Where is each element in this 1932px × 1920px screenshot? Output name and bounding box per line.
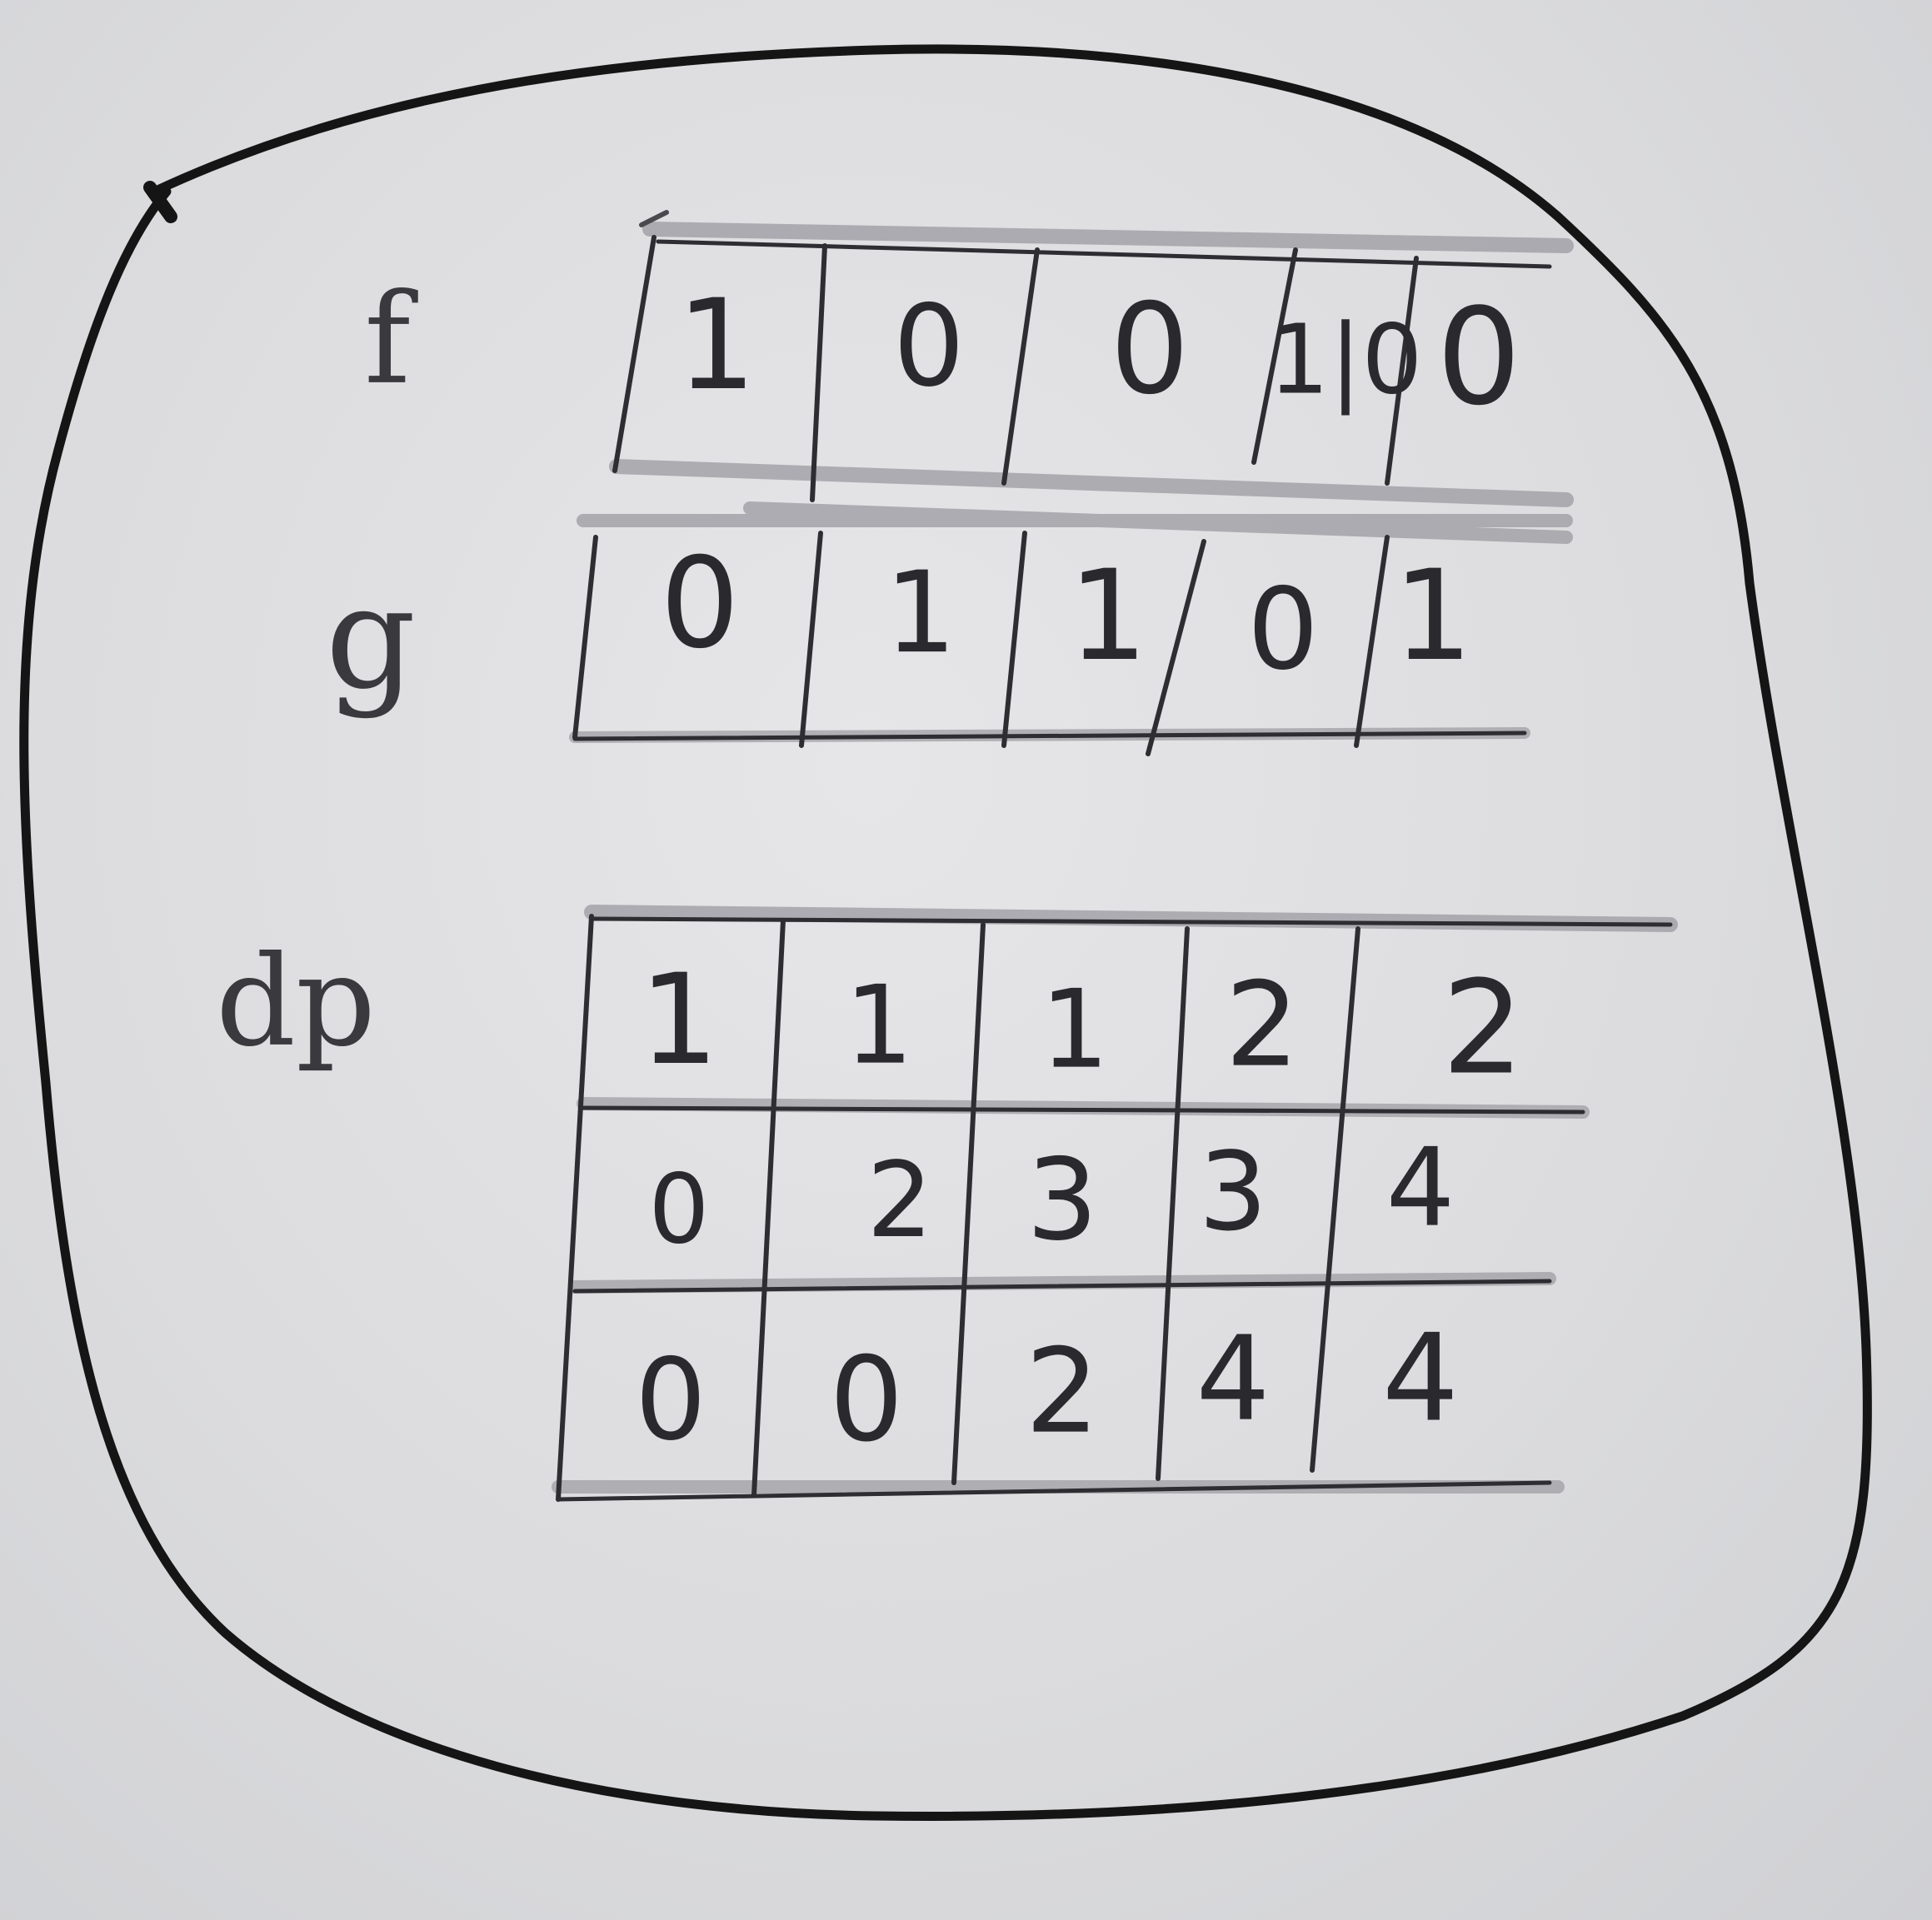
f-row-grid — [615, 212, 1566, 500]
g-cell-4: 1 — [1393, 544, 1473, 690]
dp-cell-2-0: 0 — [635, 1334, 706, 1466]
g-values — [660, 531, 1472, 695]
g-cell-2: 1 — [1068, 544, 1148, 690]
g-cell-0: 0 — [660, 531, 740, 677]
dp-cell-0-4: 2 — [1441, 952, 1525, 1104]
f-cell-4: 0 — [1436, 278, 1521, 435]
f-cell-3: 1|0 — [1268, 304, 1423, 416]
f-values — [676, 273, 1521, 435]
dp-cell-1-2: 3 — [1026, 1135, 1098, 1266]
label-dp: dp — [215, 929, 377, 1075]
dp-cell-1-4: 4 — [1385, 1124, 1455, 1251]
g-cell-3: 0 — [1247, 564, 1319, 696]
dp-cell-2-4: 4 — [1381, 1308, 1460, 1449]
f-cell-1: 0 — [893, 281, 965, 412]
label-g: g — [325, 556, 417, 721]
g-cell-1: 1 — [885, 547, 956, 679]
f-cell-0: 1 — [676, 273, 756, 419]
dp-cell-0-3: 2 — [1225, 957, 1300, 1094]
dp-cell-1-3: 3 — [1198, 1128, 1268, 1255]
dp-cell-2-2: 2 — [1025, 1324, 1100, 1460]
dp-cell-2-1: 0 — [829, 1332, 904, 1469]
dp-cell-0-2: 1 — [1040, 965, 1110, 1093]
dp-cell-0-1: 1 — [844, 961, 914, 1089]
f-cell-2: 0 — [1110, 277, 1190, 423]
label-f: f — [364, 267, 411, 412]
dp-cell-2-3: 4 — [1196, 1311, 1271, 1448]
dp-cell-0-0: 1 — [639, 948, 719, 1094]
dp-cell-1-0: 0 — [648, 1154, 710, 1266]
dp-cell-1-1: 2 — [866, 1140, 933, 1262]
